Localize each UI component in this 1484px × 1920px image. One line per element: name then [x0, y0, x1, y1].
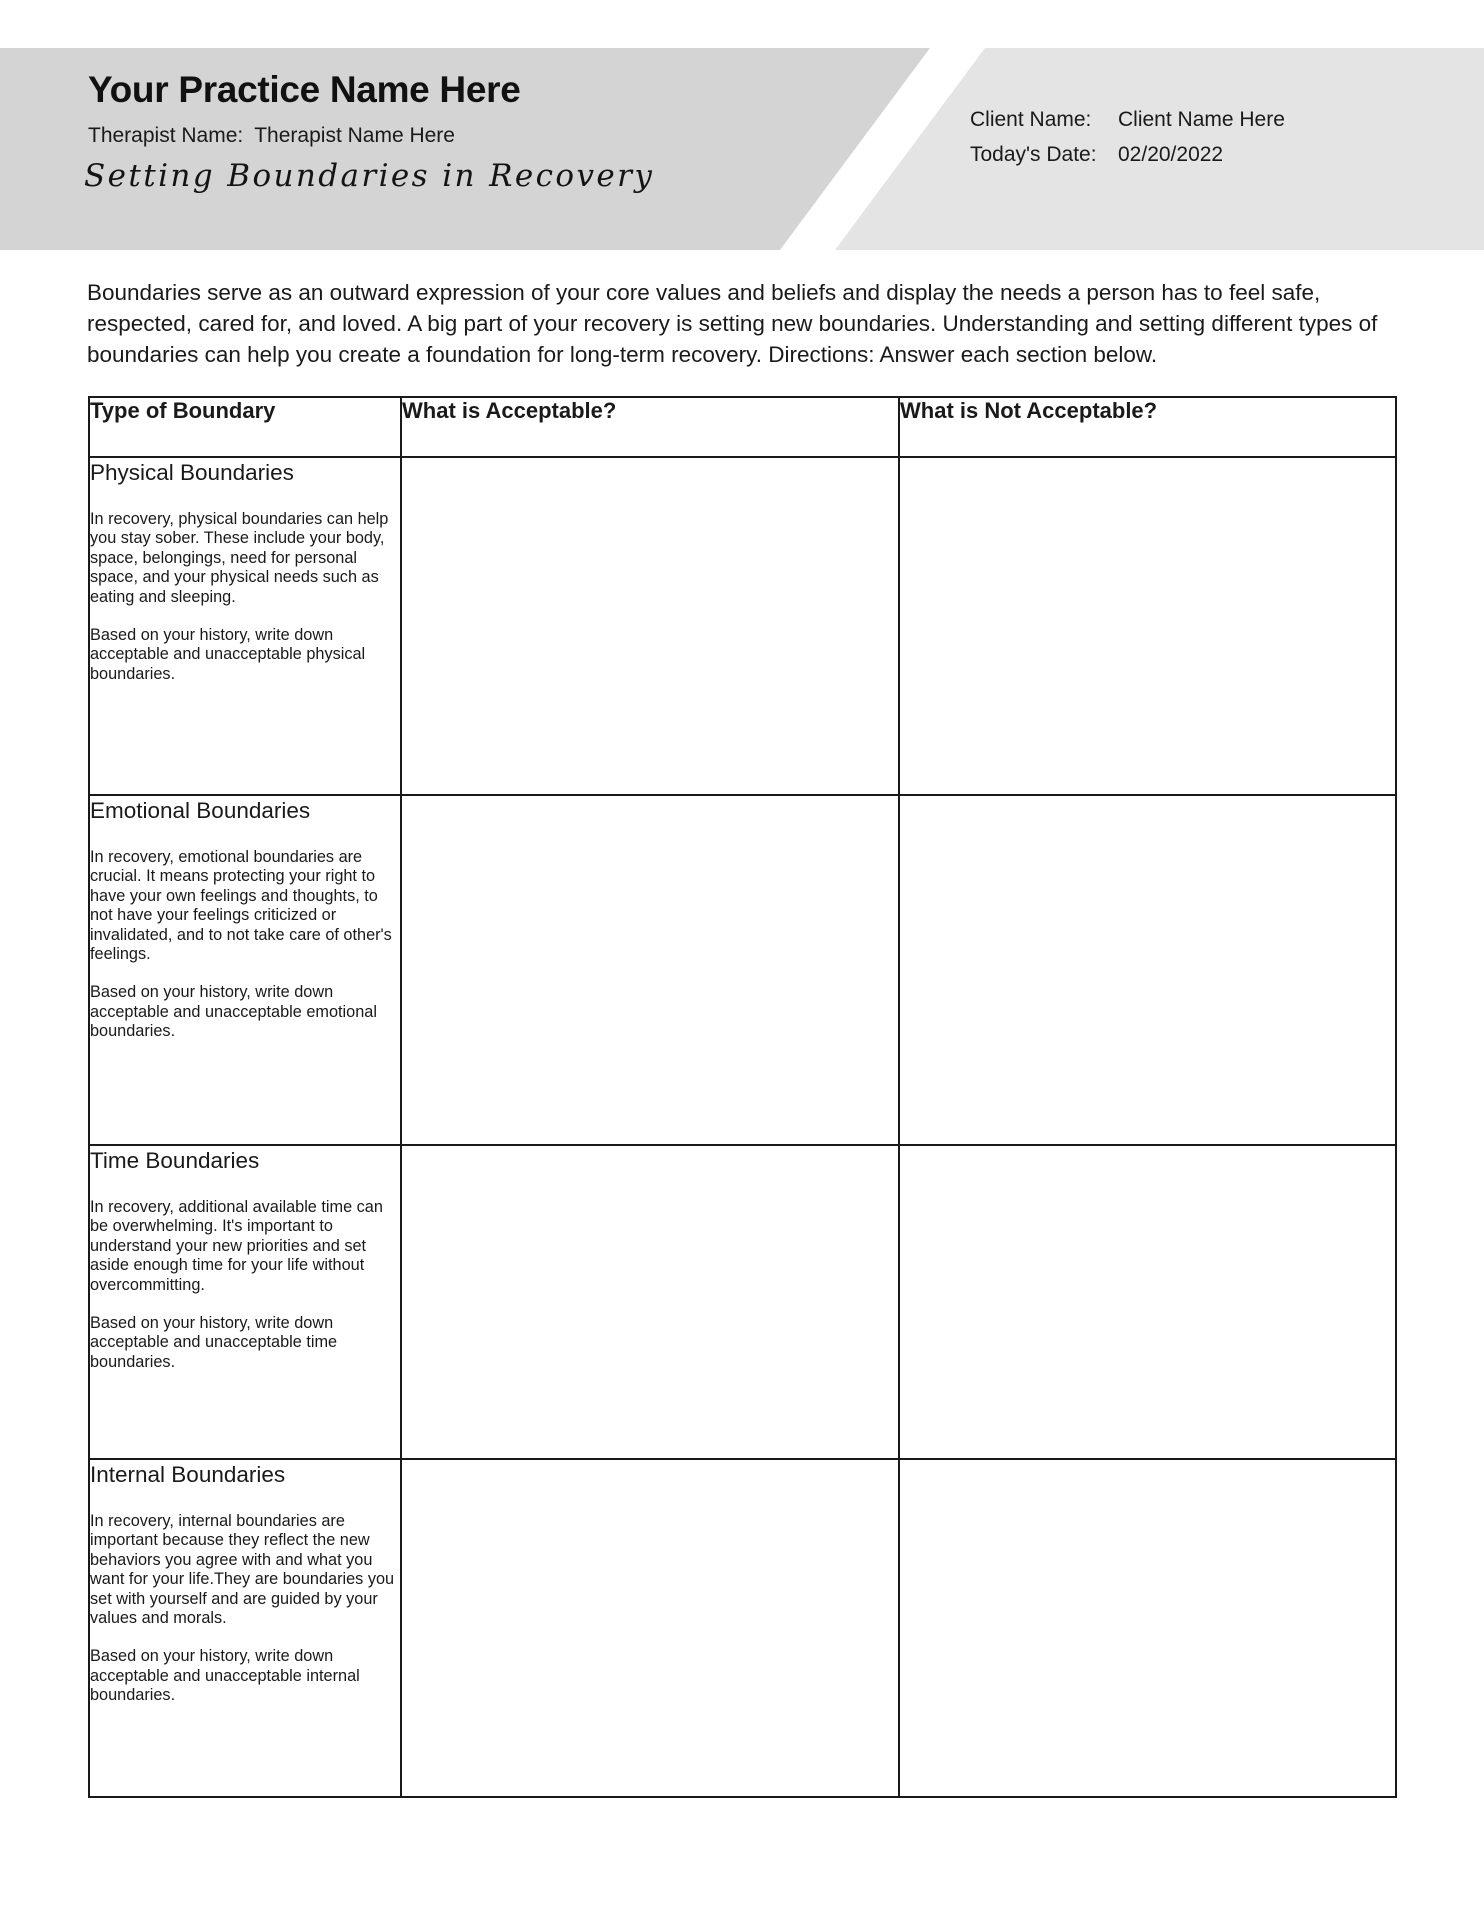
not-acceptable-answer-cell-internal[interactable]: [899, 1459, 1396, 1797]
not-acceptable-answer-cell-emotional[interactable]: [899, 795, 1396, 1145]
table-row: [89, 1145, 1396, 1459]
boundary-description: In recovery, physical boundaries can help you stay sober. These include your body, space, belongings, need for personal space, and your physical needs such as eating and sleeping.: [90, 510, 389, 606]
therapist-name-value: Therapist Name Here: [254, 124, 455, 147]
boundary-prompt: Based on your history, write down acceptable and unacceptable physical boundaries.: [90, 626, 366, 683]
not-acceptable-answer-cell-physical[interactable]: [899, 457, 1396, 795]
table-row: [89, 795, 1396, 1145]
client-name-value: Client Name Here: [1118, 108, 1285, 131]
boundary-type-cell-physical: [89, 457, 401, 795]
acceptable-answer-cell-emotional[interactable]: [401, 795, 899, 1145]
client-name-label: Client Name:: [970, 108, 1092, 131]
intro-paragraph: Boundaries serve as an outward expression of your core values and beliefs and display the needs a person has to feel safe, respected, cared for, and loved. A big part of your recovery is setting new boundaries. Understanding and setting different types of boundaries can help you create a foundation for long-term recovery. Directions: Answer each section below.: [87, 280, 1378, 367]
boundary-description: In recovery, additional available time can be overwhelming. It's important to understand your new priorities and set aside enough time for your life without overcommitting.: [90, 1198, 383, 1294]
boundary-description: In recovery, emotional boundaries are crucial. It means protecting your right to have your own feelings and thoughts, to not have your feelings criticized or invalidated, and to not take care of other's feelings.: [90, 848, 392, 964]
boundary-title: Internal Boundaries: [90, 1462, 286, 1487]
therapist-name-line: [88, 124, 455, 148]
boundary-title: Emotional Boundaries: [90, 798, 311, 823]
boundaries-worksheet-table: [88, 396, 1397, 1798]
boundary-prompt: Based on your history, write down acceptable and unacceptable time boundaries.: [90, 1314, 338, 1371]
todays-date-row: [970, 143, 1285, 178]
column-header-acceptable: What is Acceptable?: [401, 397, 899, 457]
todays-date-label: Today's Date:: [970, 143, 1097, 166]
boundary-description: In recovery, internal boundaries are important because they reflect the new behaviors you agree with and what you want for your life.They are boundaries you set with yourself and are guided by your values and morals.: [90, 1512, 395, 1628]
todays-date-value: 02/20/2022: [1118, 143, 1224, 166]
document-header-band: [0, 48, 1484, 250]
table-header-row: [89, 397, 1396, 457]
column-header-type: Type of Boundary: [89, 397, 401, 457]
acceptable-answer-cell-internal[interactable]: [401, 1459, 899, 1797]
boundary-prompt: Based on your history, write down acceptable and unacceptable emotional boundaries.: [90, 983, 377, 1041]
boundary-type-cell-emotional: [89, 795, 401, 1145]
worksheet-title: Setting Boundaries in Recovery: [84, 158, 655, 194]
client-name-row: [970, 108, 1285, 143]
column-header-not-acceptable: What is Not Acceptable?: [899, 397, 1396, 457]
not-acceptable-answer-cell-time[interactable]: [899, 1145, 1396, 1459]
practice-name: Your Practice Name Here: [88, 69, 521, 110]
acceptable-answer-cell-physical[interactable]: [401, 457, 899, 795]
boundary-title: Time Boundaries: [90, 1148, 260, 1173]
table-row: [89, 457, 1396, 795]
client-info-block: [970, 108, 1285, 178]
acceptable-answer-cell-time[interactable]: [401, 1145, 899, 1459]
boundary-title: Physical Boundaries: [90, 460, 294, 485]
boundary-prompt: Based on your history, write down acceptable and unacceptable internal boundaries.: [90, 1647, 360, 1705]
boundary-type-cell-internal: [89, 1459, 401, 1797]
table-row: [89, 1459, 1396, 1797]
header-content: [0, 48, 1484, 250]
therapist-name-label: Therapist Name:: [88, 124, 244, 147]
boundary-type-cell-time: [89, 1145, 401, 1459]
